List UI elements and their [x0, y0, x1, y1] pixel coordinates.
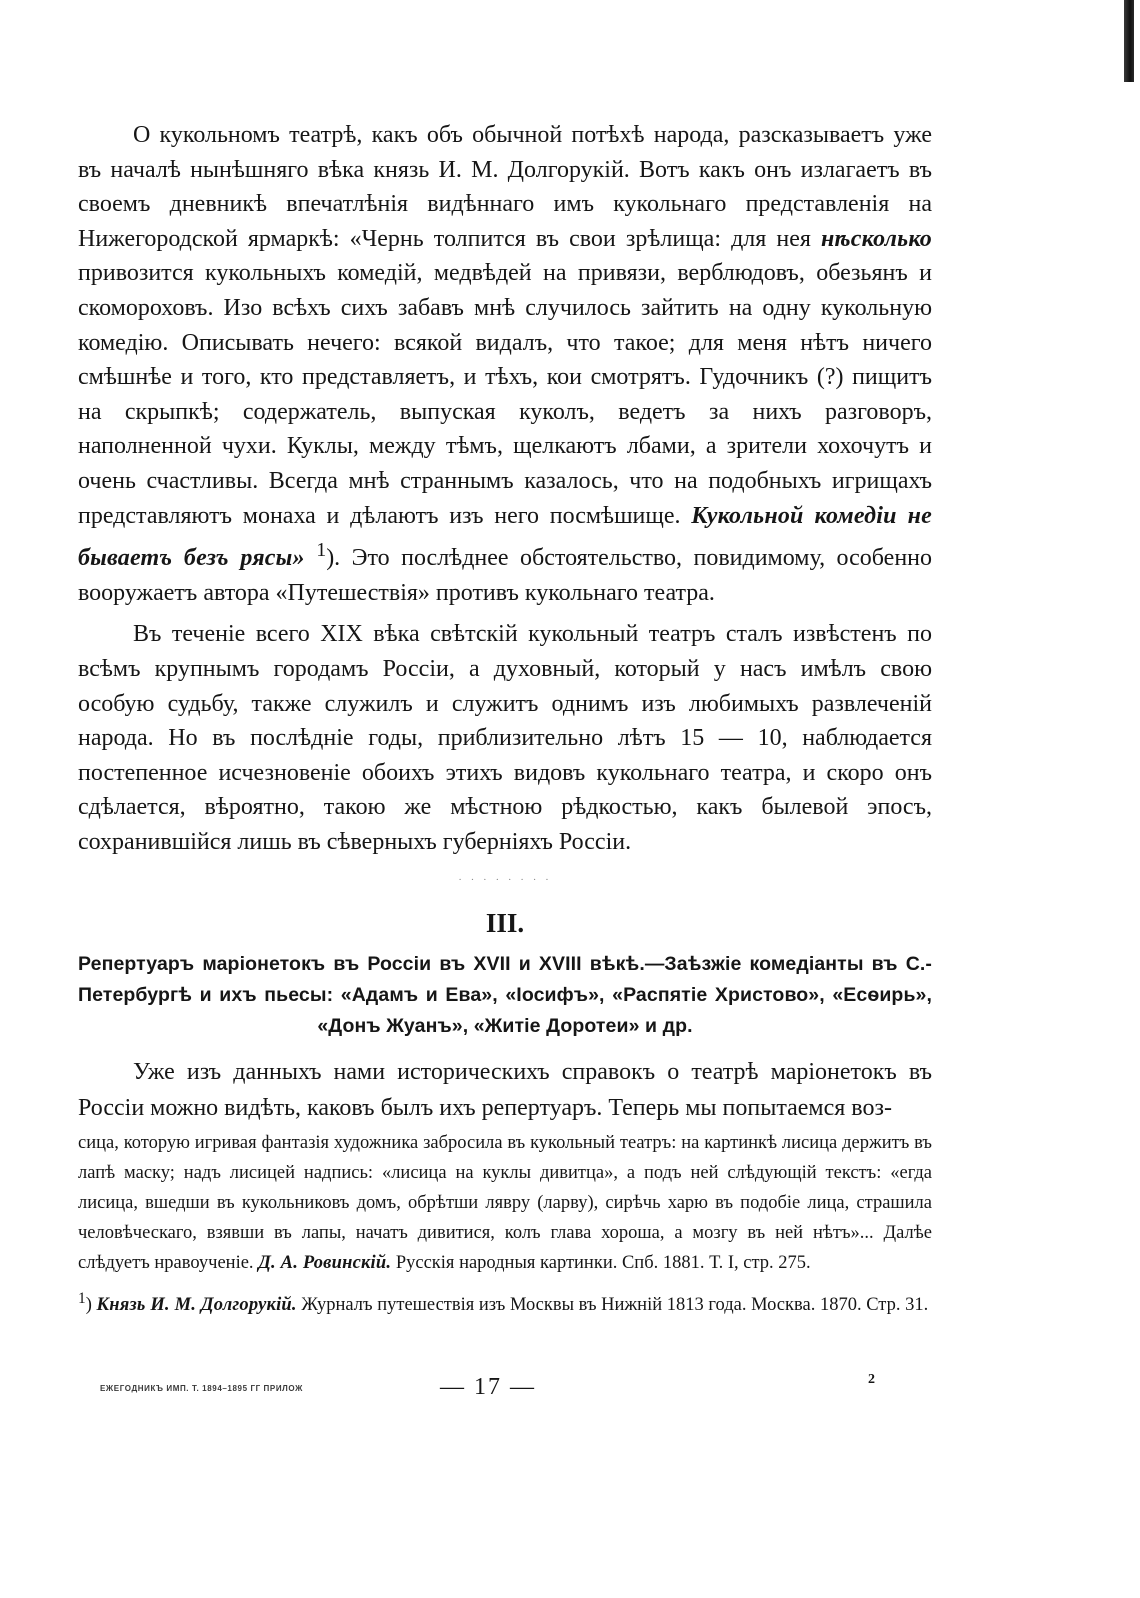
- italic-quote: Кукольной комедіи не бываетъ безъ рясы»: [78, 502, 932, 572]
- page-footer: [100, 1372, 890, 1410]
- footnote-marker: 1: [78, 1290, 86, 1308]
- footnote-author: Д. А. Ровинскій.: [258, 1253, 392, 1274]
- section-separator: · · · · · · · ·: [458, 874, 552, 887]
- footnote-note-author: Князь И. М. Долгорукій.: [96, 1295, 297, 1316]
- page-number: — 17 —: [440, 1374, 536, 1400]
- footnote-1: $^1$) Князь И. М. Долгорукій. Журналъ путешествія изъ Москвы въ Нижній 1813 года. Москва. 1870. Стр. 31.: [78, 1290, 929, 1316]
- footnote-continuation: сица, которую игривая фантазія художника забросила въ кукольный театръ: на картинкѣ лисица держитъ въ лапѣ маску; надъ лисицей надпись: «лисица на куклы дивитца», а подъ ней слѣдующій текстъ: «егда лисица, вшедши въ кукольниковъ домъ, обрѣтши лявру (ларву), сирѣчь харю въ подобіе лица, страшила человѣческаго, взявши въ лапы, начатъ дивитися, колъ глава хороша, а мозгу въ ней нѣтъ»... Далѣе слѣдуетъ нравоученіе. Д. А. Ровинскій. Русскія народныя картинки. Спб. 1881. Т. I, стр. 275.: [78, 1133, 932, 1274]
- section-number: III.: [485, 908, 525, 939]
- paragraph-1: О кукольномъ театрѣ, какъ объ обычной потѣхѣ народа, разсказываетъ уже въ началѣ нынѣшняго вѣка князь И. М. Долгорукій. Вотъ какъ онъ излагаетъ въ своемъ дневникѣ впечатлѣнія видѣннаго имъ кукольнаго представленія на Нижегородской ярмаркѣ: «Чернь толпится въ свои зрѣлища: для нея нѣсколько привозится кукольныхъ комедій, медвѣдей на привязи, верблюдовъ, обезьянъ и скомороховъ. Изо всѣхъ сихъ забавъ мнѣ случилось зайтить на одну кукольную комедію. Описывать нечего: всякой видалъ, что такое; для меня нѣтъ ничего смѣшнѣе и того, кто представляетъ, и тѣхъ, кои смотрятъ. Гудочникъ (?) пищитъ на скрыпкѣ; содержатель, выпуская куколъ, ведетъ за нихъ разговоръ, наполненной чухи. Куклы, между тѣмъ, щелкаютъ лбами, а зрители хохочутъ и очень счастливы. Всегда мнѣ страннымъ казалось, что на подобныхъ игрищахъ представляютъ монаха и дѣлаютъ изъ него посмѣшище. Кукольной комедіи не бываетъ безъ рясы» $^1$). Это послѣднее обстоятельство, повидимому, особенно вооружаетъ автора «Путешествія» противъ кукольнаго театра.: [78, 122, 933, 606]
- section-paragraph: Уже изъ данныхъ нами историческихъ справокъ о театрѣ маріонетокъ въ Россіи можно видѣть, каковъ былъ ихъ репертуаръ. Теперь мы попытаемся воз-: [78, 1059, 932, 1122]
- paragraph-2: Въ теченіе всего XIX вѣка свѣтскій кукольный театръ сталъ извѣстенъ по всѣмъ крупнымъ городамъ Россіи, а духовный, который у насъ имѣлъ свою особую судьбу, также служилъ и служитъ однимъ изъ любимыхъ развлеченій народа. Но въ послѣдніе годы, приблизительно лѣтъ 15 — 10, наблюдается постепенное исчезновеніе обоихъ этихъ видовъ кукольнаго театра, и скоро онъ сдѣлается, вѣроятно, такою же мѣстною рѣдкостью, какъ былевой эпосъ, сохранившійся лишь въ сѣверныхъ губерніяхъ Россіи.: [78, 621, 932, 855]
- footnote-ref-1[interactable]: 1: [316, 539, 327, 562]
- scan-edge-mark: [1124, 0, 1134, 82]
- page-body: [78, 118, 932, 1321]
- signature-mark: 2: [868, 1372, 875, 1387]
- section-title: Репертуаръ маріонетокъ въ Россіи въ XVII и XVIII вѣкѣ.—Заѣзжіе комедіанты въ С.-Петербургѣ и ихъ пьесы: «Адамъ и Ева», «Іосифъ», «Распятіе Христово», «Есѳирь», «Донъ Жуанъ», «Житіе Доротеи» и др.: [78, 953, 932, 1038]
- printer-line: ЕЖЕГОДНИКЪ ИМП. Т. 1894–1895 ГГ ПРИЛОЖ: [100, 1384, 303, 1393]
- italic-emphasis: нѣсколько: [821, 225, 933, 252]
